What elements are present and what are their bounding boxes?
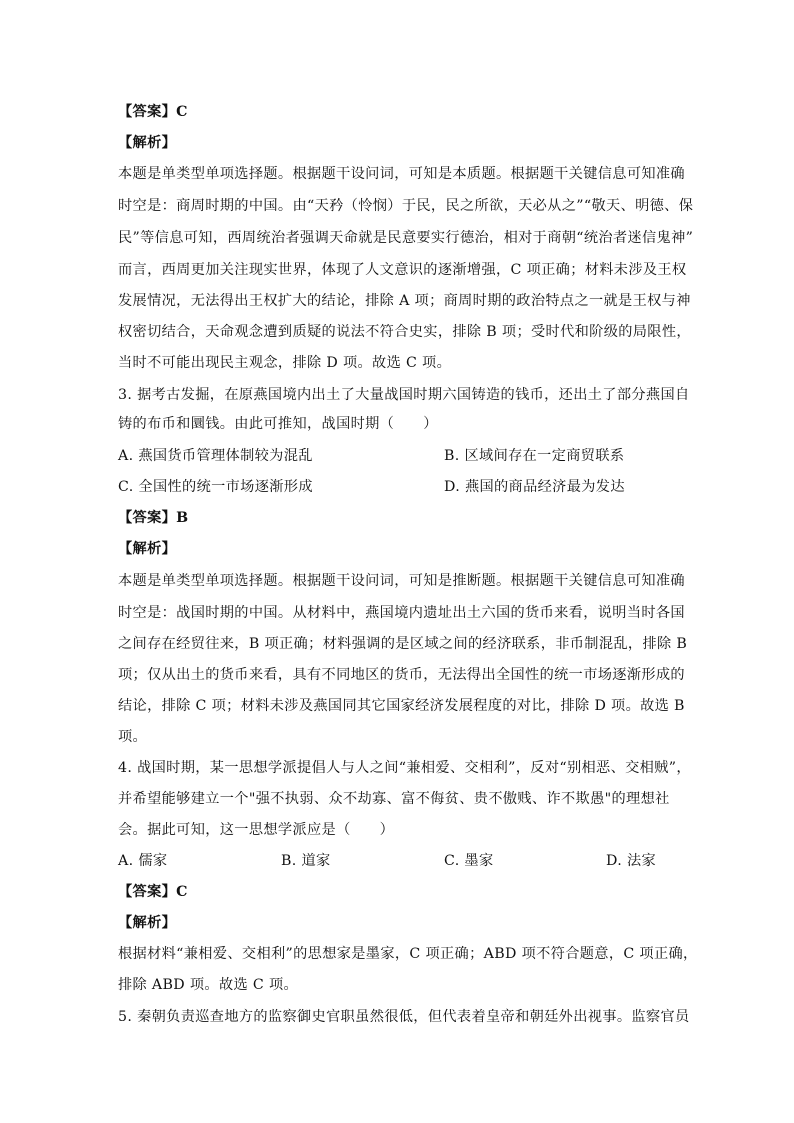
q4-stem-line: 并希望能够建立一个"强不执弱、众不劫寡、富不侮贫、贵不傲贱、诈不欺愚"的理想社 <box>118 791 670 807</box>
q3-option-b: B. 区域间存在一定商贸联系 <box>444 448 625 464</box>
q4-option-d: D. 法家 <box>606 853 657 869</box>
q4-analysis-line: 排除 ABD 项。故选 C 项。 <box>118 977 299 993</box>
q3-analysis-line: 之间存在经贸往来，B 项正确；材料强调的是区域之间的经济联系，非币制混乱，排除 B <box>118 636 688 652</box>
q2-analysis-line: 时空是：商周时期的中国。由“天矜（怜悯）于民，民之所欲，天必从之”“敬天、明德、保 <box>118 198 694 214</box>
q4-stem-line: 会。据此可知，这一思想学派应是（ ） <box>118 822 395 838</box>
q4-stem-line: 4. 战国时期，某一思想学派提倡人与人之间“兼相爱、交相利”，反对“别相恶、交相贼”， <box>118 760 691 776</box>
q2-answer: 【答案】C <box>118 104 188 120</box>
q2-analysis-line: 当时不可能出现民主观念，排除 D 项。故选 C 项。 <box>118 355 452 371</box>
q3-analysis-line: 时空是：战国时期的中国。从材料中，燕国境内遗址出土六国的货币来看，说明当时各国 <box>118 605 685 621</box>
q3-analysis-line: 本题是单类型单项选择题。根据题干设问词，可知是推断题。根据题干关键信息可知准确 <box>118 573 685 589</box>
q3-answer: 【答案】B <box>118 510 189 526</box>
q3-analysis-line: 项；仅从出土的货币来看，具有不同地区的货币，无法得出全国性的统一市场逐渐形成的 <box>118 667 685 683</box>
q3-stem-line: 铸的布币和圜钱。由此可推知，战国时期（ ） <box>118 416 438 432</box>
q3-analysis-line: 项。 <box>118 729 148 745</box>
q5-stem-line: 5. 秦朝负责巡查地方的监察御史官职虽然很低，但代表着皇帝和朝廷外出视事。监察官员 <box>118 1009 690 1025</box>
q3-option-a: A. 燕国货币管理体制较为混乱 <box>118 448 313 464</box>
q3-stem-line: 3. 据考古发掘，在原燕国境内出土了大量战国时期六国铸造的钱币，还出土了部分燕国自 <box>118 387 690 403</box>
q2-analysis-line: 民”等信息可知，西周统治者强调天命就是民意要实行德治，相对于商朝“统治者迷信鬼神” <box>118 230 694 246</box>
q2-analysis-line: 权密切结合，天命观念遭到质疑的说法不符合史实，排除 B 项；受时代和阶级的局限性， <box>118 324 691 340</box>
q2-analysis-line: 而言，西周更加关注现实世界，体现了人文意识的逐渐增强，C 项正确；材料未涉及王权 <box>118 262 687 278</box>
q3-option-c: C. 全国性的统一市场逐渐形成 <box>118 479 313 495</box>
q2-analysis-line: 发展情况，无法得出王权扩大的结论，排除 A 项；商周时期的政治特点之一就是王权与神 <box>118 293 691 309</box>
q2-analysis-line: 本题是单类型单项选择题。根据题干设问词，可知是本质题。根据题干关键信息可知准确 <box>118 166 685 182</box>
q3-analysis-line: 结论，排除 C 项；材料未涉及燕国同其它国家经济发展程度的对比，排除 D 项。故选 B <box>118 698 685 714</box>
q4-option-c: C. 墨家 <box>444 853 494 869</box>
q4-option-b: B. 道家 <box>281 853 331 869</box>
q2-analysis-label: 【解析】 <box>118 135 177 151</box>
q4-option-a: A. 儒家 <box>118 853 168 869</box>
q4-analysis-label: 【解析】 <box>118 915 177 931</box>
q3-analysis-label: 【解析】 <box>118 541 177 557</box>
q3-option-d: D. 燕国的商品经济最为发达 <box>444 479 625 495</box>
q4-answer: 【答案】C <box>118 884 188 900</box>
q4-analysis-line: 根据材料“兼相爱、交相利”的思想家是墨家，C 项正确；ABD 项不符合题意，C 项正确， <box>118 946 698 962</box>
